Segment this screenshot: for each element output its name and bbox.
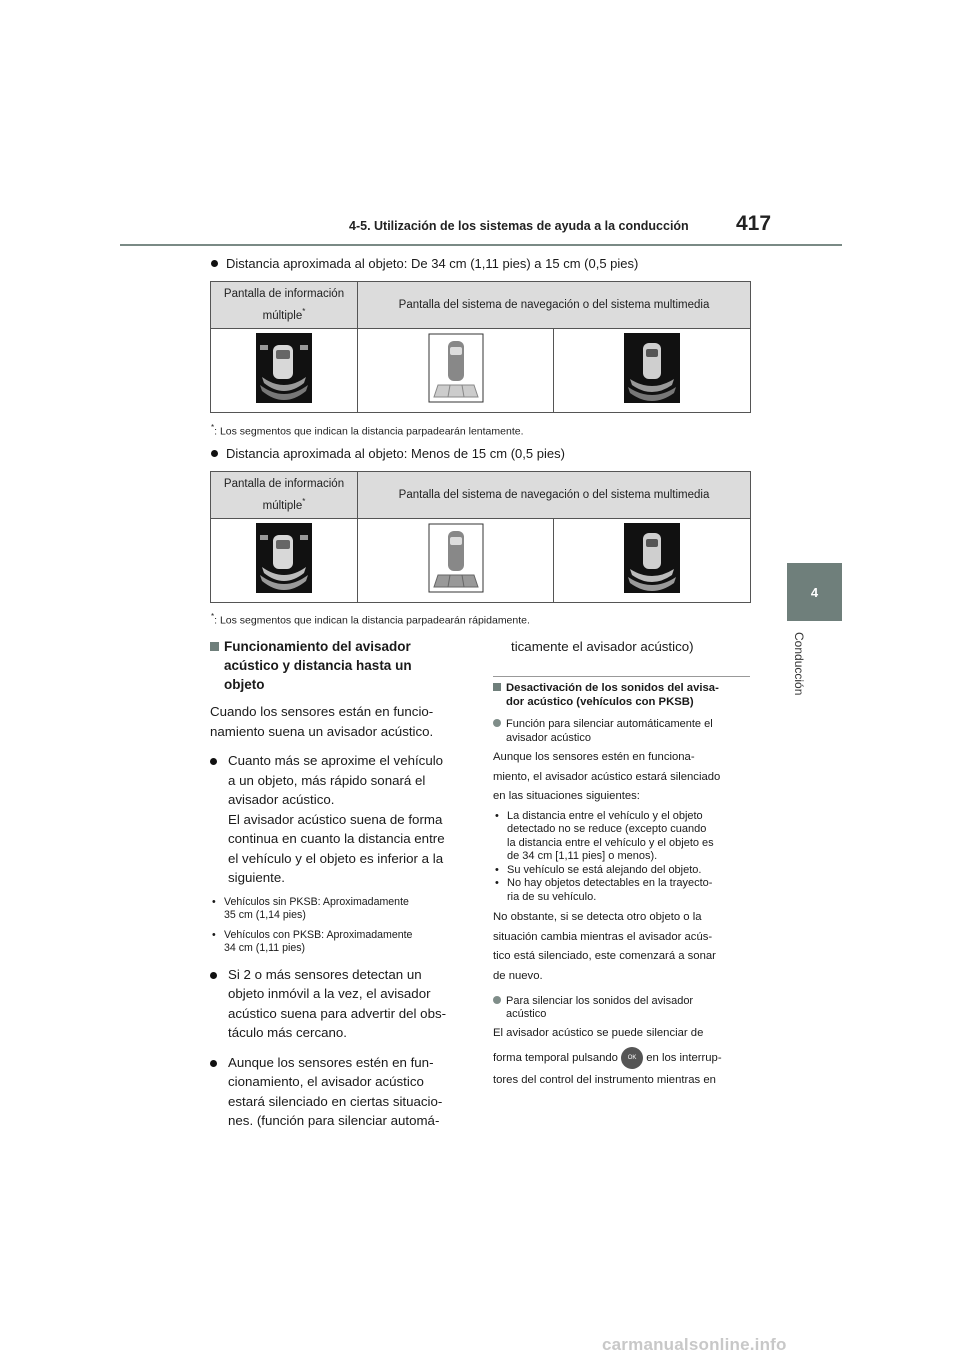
- intro-paragraph: Cuando los sensores están en funcio- namiento suena un avisador acústico.: [210, 704, 434, 739]
- bullet-icon: [210, 972, 217, 979]
- auto-mute-item: Función para silenciar automáticamente el avisador acústico: [493, 718, 750, 745]
- table-header-nav: Pantalla del sistema de navegación o del sistema multimedia: [358, 282, 751, 329]
- nav-sensor-graphic-a: [428, 523, 484, 593]
- manual-mute-paragraph: El avisador acústico se puede silenciar de forma temporal pulsando OK en los interrup- tores del control del instrumento mientras en: [493, 1026, 722, 1087]
- nav-display-image-a: [358, 519, 554, 603]
- table-header-mid: Pantalla de información múltiple*: [211, 282, 358, 329]
- watermark: carmanualsonline.info: [602, 1335, 787, 1354]
- table-header-mid: Pantalla de información múltiple*: [211, 472, 358, 519]
- footnote-1: *: Los segmentos que indican la distancia parpadearán lentamente.: [211, 423, 524, 438]
- distance-text-2: Distancia aproximada al objeto: Menos de 15 cm (0,5 pies): [226, 446, 565, 461]
- nav-display-image-b: [554, 519, 751, 603]
- sub-item-without-pksb: • Vehículos sin PKSB: Aproximadamente 35 cm (1,14 pies): [212, 895, 409, 921]
- section-square-icon: [493, 683, 501, 691]
- nav-sensor-graphic-a: [428, 333, 484, 403]
- mid-sensor-graphic: [256, 333, 312, 403]
- section-title: 4-5. Utilización de los sistemas de ayuda a la conducción: [349, 219, 689, 233]
- footnote-2: *: Los segmentos que indican la distancia parpadearán rápidamente.: [211, 612, 530, 627]
- bullet-icon: [210, 758, 217, 765]
- auto-mute-paragraph: Aunque los sensores estén en funciona- miento, el avisador acústico estará silenciado en las situaciones siguientes:: [493, 751, 721, 803]
- distance-bullet-2: [211, 446, 565, 461]
- mid-sensor-graphic: [256, 523, 312, 593]
- bullet-icon: [211, 260, 218, 267]
- bullet-icon: [211, 450, 218, 457]
- sub-item-with-pksb: • Vehículos con PKSB: Aproximadamente 34 cm (1,11 pies): [212, 928, 413, 954]
- ok-button-icon: OK: [621, 1047, 643, 1069]
- manual-mute-item: Para silenciar los sonidos del avisador acústico: [493, 995, 750, 1022]
- chapter-tab: 4: [787, 563, 842, 621]
- page-number: 417: [736, 212, 772, 235]
- right-column: [493, 681, 750, 1091]
- item-dot-icon: [493, 719, 501, 727]
- section-heading-mute: Desactivación de los sonidos del avisa- dor acústico (vehículos con PKSB): [493, 681, 750, 709]
- display-table-2: [210, 471, 751, 603]
- condition-item-2: • Su vehículo se está alejando del objeto.: [495, 863, 702, 876]
- mid-display-image: [211, 519, 358, 603]
- condition-item-1: • La distancia entre el vehículo y el objeto detectado no se reduce (excepto cuando la distancia entre el vehículo y el objeto es de 34 cm [1,11 pies] o menos).: [495, 809, 714, 863]
- mid-display-image: [211, 329, 358, 413]
- bullet-multiple-sensors: Si 2 o más sensores detectan un objeto inmóvil a la vez, el avisador acústico suena para advertir del obs- táculo más cercano.: [210, 965, 465, 1043]
- nav-display-image-b: [554, 329, 751, 413]
- continuation-text: ticamente el avisador acústico): [511, 639, 694, 654]
- header-divider: [120, 244, 842, 246]
- condition-item-3: • No hay objetos detectables en la trayecto- ria de su vehículo.: [495, 877, 713, 903]
- bullet-approach: Cuanto más se aproxime el vehículo a un objeto, más rápido sonará el avisador acústico. El avisador acústico suena de forma continua en cuanto la distancia entre el vehículo y el objeto es inferior a la siguiente.: [210, 751, 465, 888]
- nav-sensor-graphic-b: [624, 523, 680, 593]
- distance-bullet-1: [211, 256, 638, 271]
- resume-paragraph: No obstante, si se detecta otro objeto o la situación cambia mientras el avisador acús- tico está silenciado, este comenzará a sonar de nuevo.: [493, 911, 716, 983]
- table-header-nav: Pantalla del sistema de navegación o del sistema multimedia: [358, 472, 751, 519]
- distance-text-1: Distancia aproximada al objeto: De 34 cm (1,11 pies) a 15 cm (0,5 pies): [226, 256, 639, 271]
- chapter-label: Conducción: [792, 632, 806, 696]
- bullet-icon: [210, 1060, 217, 1067]
- left-column: [210, 637, 465, 1131]
- bullet-muted: Aunque los sensores estén en fun- cionamiento, el avisador acústico estará silenciado en ciertas situacio- nes. (función para silenciar automá-: [210, 1053, 465, 1131]
- display-table-1: [210, 281, 751, 413]
- nav-sensor-graphic-b: [624, 333, 680, 403]
- section-heading-buzzer: Funcionamiento del avisador acústico y distancia hasta un objeto: [210, 637, 465, 694]
- item-dot-icon: [493, 996, 501, 1004]
- nav-display-image-a: [358, 329, 554, 413]
- column-divider: [493, 676, 750, 677]
- section-square-icon: [210, 642, 219, 651]
